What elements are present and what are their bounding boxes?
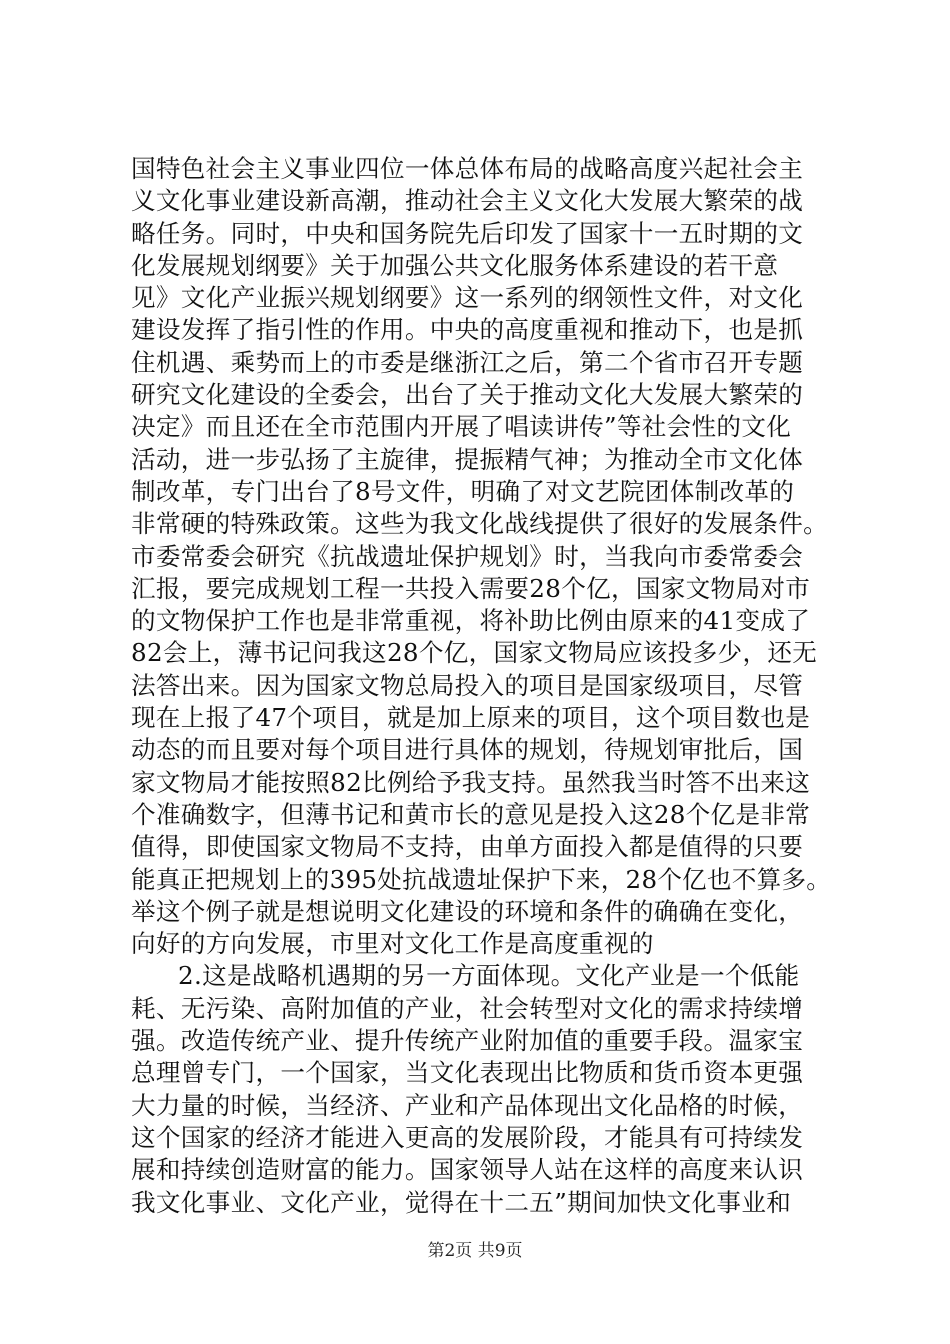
text-line: 制改革，专门出台了8号文件，明确了对文艺院团体制改革的 <box>131 476 795 506</box>
text-line: 见》文化产业振兴规划纲要》这一系列的纲领性文件，对文化 <box>131 283 804 313</box>
text-line: 决定》而且还在全市范围内开展了唱读讲传”等社会性的文化 <box>131 412 792 442</box>
text-line: 法答出来。因为国家文物总局投入的项目是国家级项目，尽管 <box>131 670 804 700</box>
text-line: 大力量的时候，当经济、产业和产品体现出文化品格的时候， <box>131 1090 804 1120</box>
text-line: 义文化事业建设新高潮，推动社会主义文化大发展大繁荣的战 <box>131 186 804 216</box>
text-line: 市委常委会研究《抗战遗址保护规划》时，当我向市委常委会 <box>131 541 804 571</box>
text-line: 耗、无污染、高附加值的产业，社会转型对文化的需求持续增 <box>131 993 804 1023</box>
page-footer: 第2页 共9页 <box>427 1241 523 1261</box>
text-line: 活动，进一步弘扬了主旋律，提振精气神；为推动全市文化体 <box>131 444 804 474</box>
text-line: 汇报，要完成规划工程一共投入需要28个亿，国家文物局对市 <box>131 573 811 603</box>
text-line: 住机遇、乘势而上的市委是继浙江之后，第二个省市召开专题 <box>131 347 804 377</box>
text-line: 建设发挥了指引性的作用。中央的高度重视和推动下，也是抓 <box>131 315 804 345</box>
body-text <box>131 153 831 1219</box>
paragraph-first-line: 2.这是战略机遇期的另一方面体现。文化产业是一个低能 <box>178 961 800 991</box>
text-line: 这个国家的经济才能进入更高的发展阶段，才能具有可持续发 <box>131 1122 804 1152</box>
text-line: 家文物局才能按照82比例给予我支持。虽然我当时答不出来这 <box>131 767 811 797</box>
text-line: 我文化事业、文化产业，觉得在十二五”期间加快文化事业和 <box>131 1187 792 1217</box>
text-line: 现在上报了47个项目，就是加上原来的项目，这个项目数也是 <box>131 703 811 733</box>
text-line: 国特色社会主义事业四位一体总体布局的战略高度兴起社会主 <box>131 154 804 183</box>
text-line: 研究文化建设的全委会，出台了关于推动文化大发展大繁荣的 <box>131 380 804 410</box>
text-line: 值得，即使国家文物局不支持，由单方面投入都是值得的只要 <box>131 832 804 862</box>
text-line: 举这个例子就是想说明文化建设的环境和条件的确确在变化， <box>131 896 804 926</box>
text-line: 向好的方向发展，市里对文化工作是高度重视的 <box>131 929 654 959</box>
text-line: 强。改造传统产业、提升传统产业附加值的重要手段。温家宝 <box>131 1026 804 1056</box>
text-line: 的文物保护工作也是非常重视，将补助比例由原来的41变成了 <box>131 606 811 636</box>
text-line: 动态的而且要对每个项目进行具体的规划，待规划审批后，国 <box>131 735 804 765</box>
text-line: 化发展规划纲要》关于加强公共文化服务体系建设的若干意 <box>131 250 779 280</box>
text-line: 展和持续创造财富的能力。国家领导人站在这样的高度来认识 <box>131 1155 804 1185</box>
text-line: 个准确数字，但薄书记和黄市长的意见是投入这28个亿是非常 <box>131 799 811 829</box>
text-line: 非常硬的特殊政策。这些为我文化战线提供了很好的发展条件。 <box>131 509 829 539</box>
text-line: 82会上，薄书记问我这28个亿，国家文物局应该投多少，还无 <box>131 638 818 668</box>
text-line: 略任务。同时，中央和国务院先后印发了国家十一五时期的文 <box>131 218 804 248</box>
text-line: 能真正把规划上的395处抗战遗址保护下来，28个亿也不算多。 <box>131 864 832 894</box>
text-line: 总理曾专门，一个国家，当文化表现出比物质和货币资本更强 <box>131 1058 804 1088</box>
